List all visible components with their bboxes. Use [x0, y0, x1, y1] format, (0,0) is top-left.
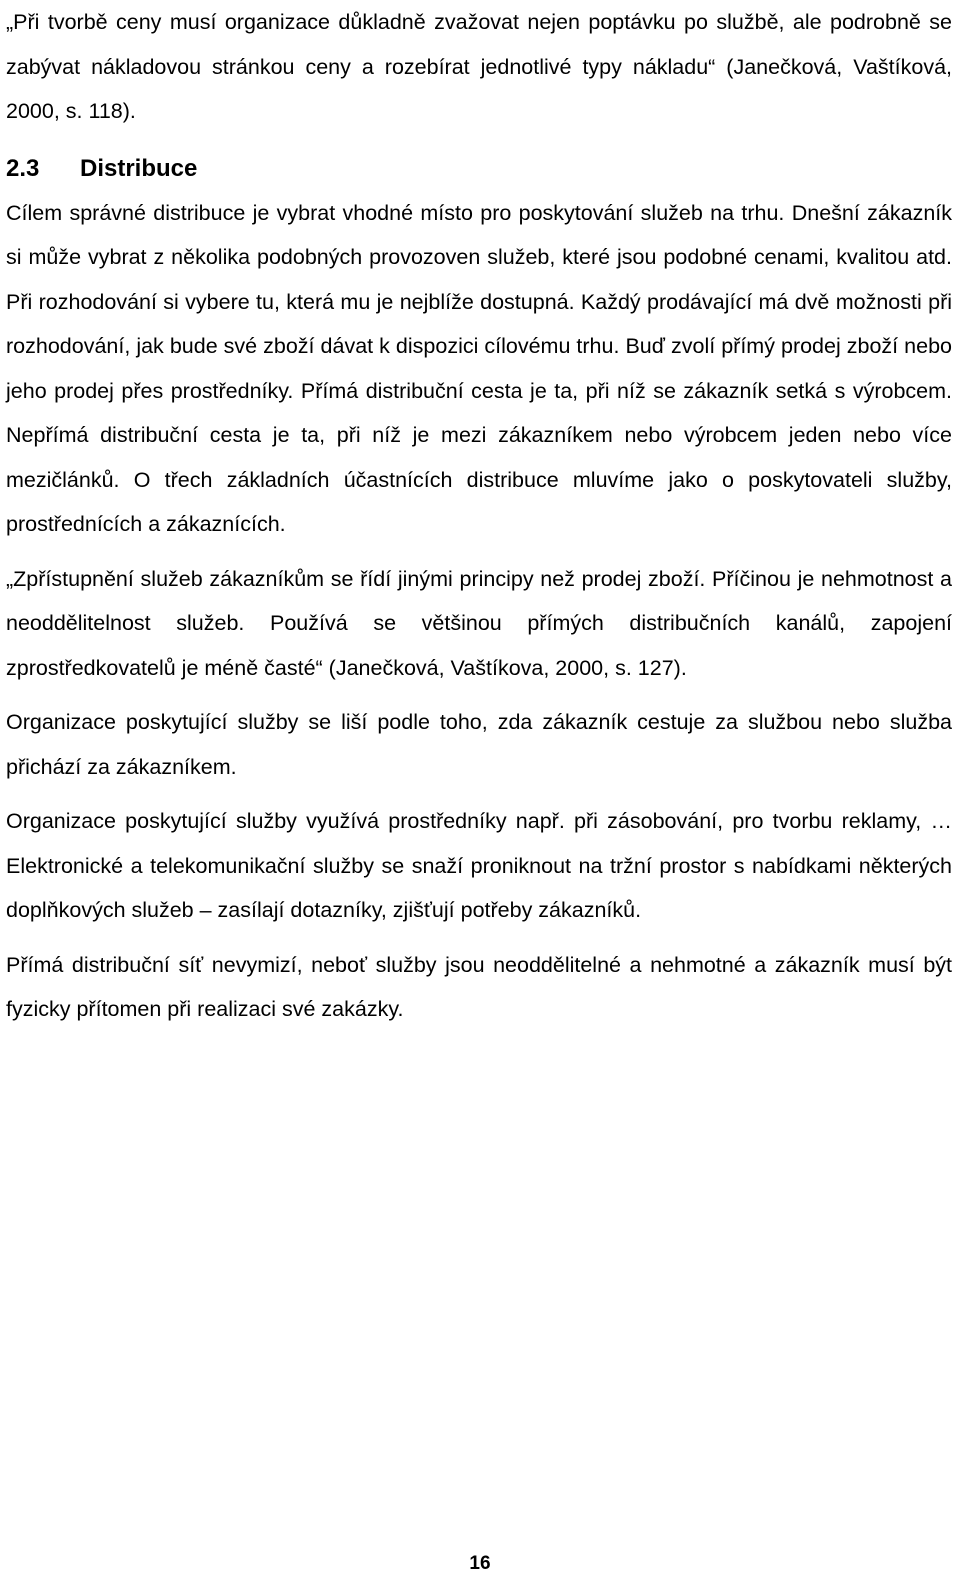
paragraph-customer-travel: Organizace poskytující služby se liší podle toho, zda zákazník cestuje za službou nebo služba přichází za zákazníkem. — [6, 710, 952, 779]
paragraph-distribution-quote: „Zpřístupnění služeb zákazníkům se řídí jinými principy než prodej zboží. Příčinou je nehmotnost a neoddělitelnost služeb. Používá se většinou přímých distribučních kanálů, zapojení zprostředkovatelů je méně časté“ (Janečková, Vaštíkova, 2000, s. 127). — [6, 566, 952, 680]
section-heading — [6, 147, 952, 191]
paragraph-intermediaries: Organizace poskytující služby využívá prostředníky např. při zásobování, pro tvorbu reklamy, … Elektronické a telekomunikační služby se snaží proniknout na tržní prostor s nabídkami některých doplňkových služeb – zasílají dotazníky, zjišťují potřeby zákazníků. — [6, 809, 952, 922]
paragraph-price-quote: „Při tvorbě ceny musí organizace důkladně zvažovat nejen poptávku po službě, ale podrobně se zabývat nákladovou stránkou ceny a rozebírat jednotlivé typy nákladu“ (Janečková, Vaštíková, 2000, s. 118). — [6, 10, 952, 123]
document-page — [6, 0, 952, 1588]
section-title: Distribuce — [80, 154, 198, 182]
page-number: 16 — [469, 1553, 491, 1574]
paragraph-distribution-goal: Cílem správné distribuce je vybrat vhodné místo pro poskytování služeb na trhu. Dnešní zákazník si může vybrat z několika podobných provozoven služeb, které jsou podobné cenami, kvalitou atd. Při rozhodování si vybere tu, která mu je nejblíže dostupná. Každý prodávající má dvě možnosti při rozhodování, jak bude své zboží dávat k dispozici cílovému trhu. Buď zvolí přímý prodej zboží nebo jeho prodej přes prostředníky. Přímá distribuční cesta je ta, při níž se zákazník setká s výrobcem. Nepřímá distribuční cesta je ta, při níž je mezi zákazníkem nebo výrobcem jeden nebo více mezičlánků. O třech základních účastnících distribuce mluvíme jako o poskytovateli služby, prostřednících a zákaznících. — [6, 200, 952, 536]
section-number: 2.3 — [6, 154, 40, 182]
paragraph-direct-network: Přímá distribuční síť nevymizí, neboť služby jsou neoddělitelné a nehmotné a zákazník musí být fyzicky přítomen při realizaci své zakázky. — [6, 952, 952, 1021]
